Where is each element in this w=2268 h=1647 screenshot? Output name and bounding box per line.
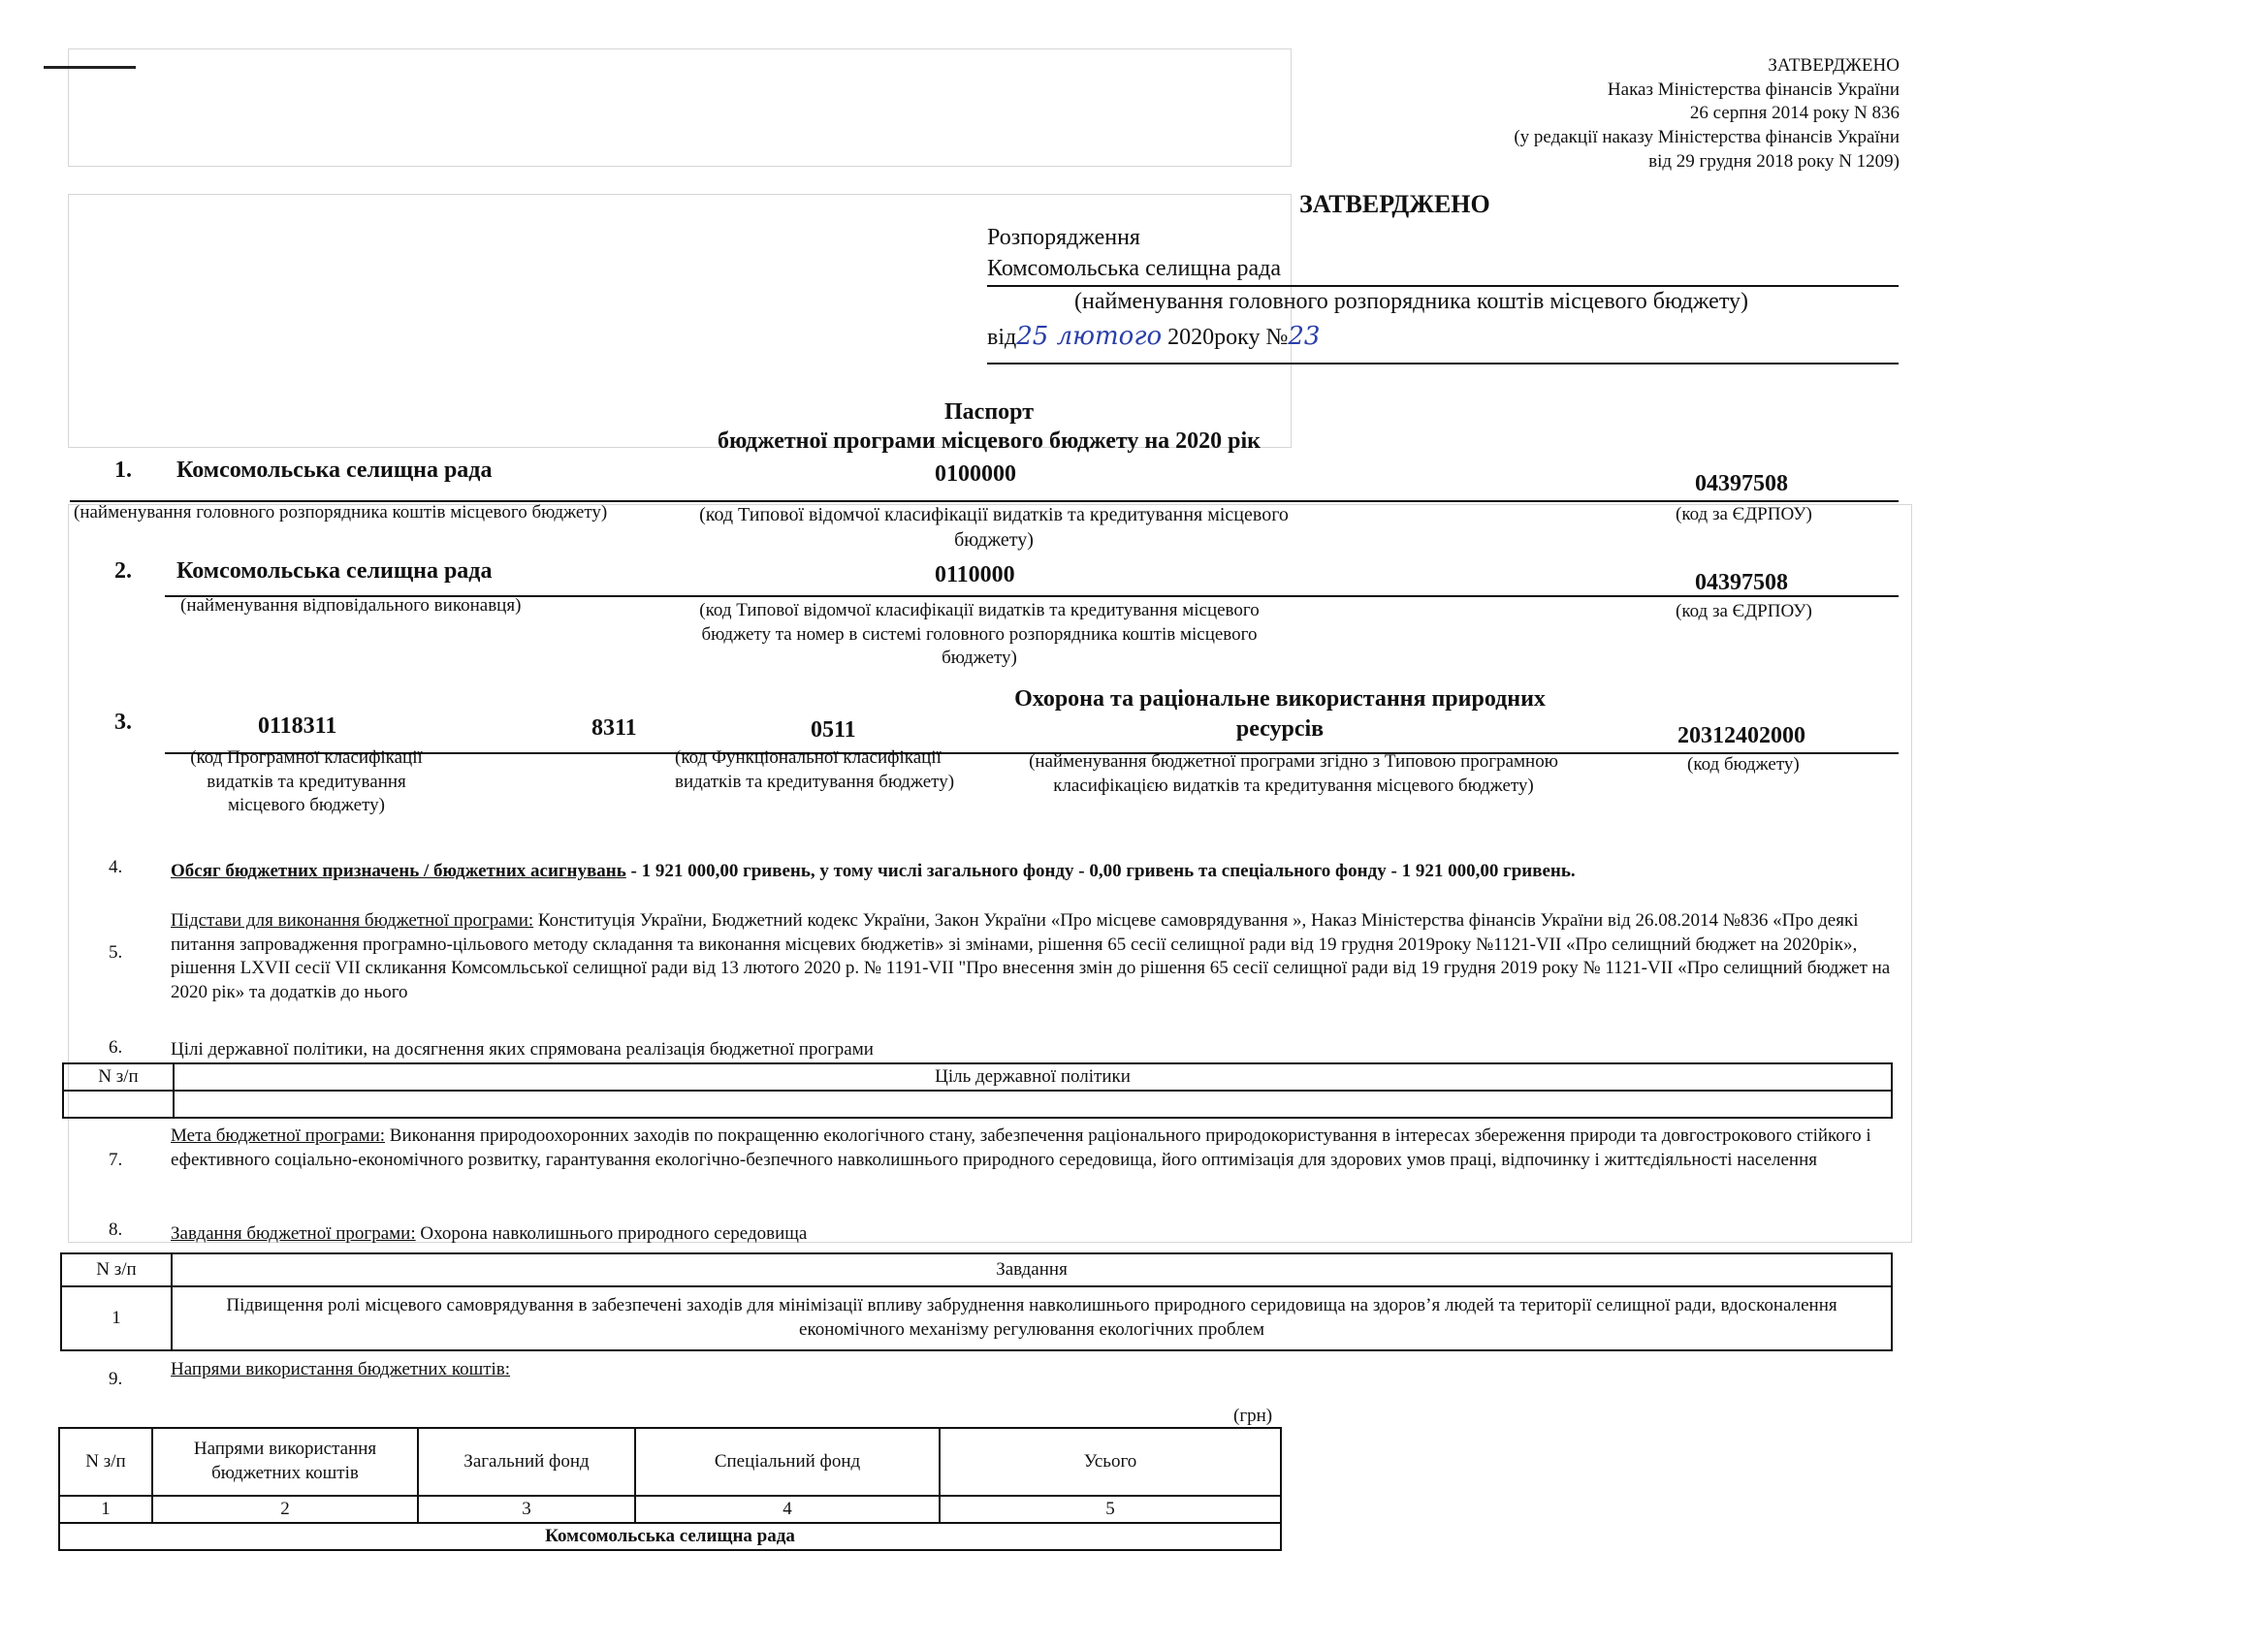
header-cell: Спеціальний фонд (635, 1428, 940, 1496)
unit-label: (грн) (1233, 1406, 1273, 1426)
section5-text (171, 909, 1897, 1005)
section1-edrpou: 04397508 (1695, 471, 1788, 496)
table-cell: 2 (152, 1496, 418, 1523)
section1-code: 0100000 (935, 461, 1016, 487)
approval-top-line: від 29 грудня 2018 року N 1209) (1648, 150, 1900, 172)
divider (987, 363, 1899, 364)
document-title: Паспорт (944, 399, 1034, 425)
table-row (59, 1523, 1281, 1550)
table-cell (174, 1091, 1892, 1118)
table-cell: 1 (59, 1496, 152, 1523)
budget-code: 20312402000 (1677, 723, 1805, 748)
approval-date (987, 322, 1320, 351)
approval-top-line: Наказ Міністерства фінансів України (1607, 79, 1900, 100)
policy-goals-table (62, 1062, 1893, 1119)
section-number: 2. (114, 558, 132, 584)
section8-text (171, 1223, 807, 1245)
section4-text (171, 861, 1906, 882)
section-number: 4. (109, 857, 123, 877)
section-label: Підстави для виконання бюджетної програми: (171, 910, 534, 931)
table-cell: 4 (635, 1496, 940, 1523)
section-number: 8. (109, 1219, 123, 1240)
caption: (код Типової відомчої класифікації видатків та кредитування місцевого бюджету та номер в системі головного розпорядника коштів місцевого бюджету) (699, 600, 1260, 669)
section2-code: 0110000 (935, 562, 1015, 587)
section-number: 9. (109, 1369, 123, 1389)
caption: (код Програмної класифікації видатків та кредитування місцевого бюджету) (190, 747, 423, 816)
table-cell: 5 (940, 1496, 1281, 1523)
section-number: 5. (109, 942, 123, 963)
section5-value: Конституція України, Бюджетний кодекс України, Закон України «Про місцеве самоврядування », Наказ Міністерства фінансів України від 26.08.2014 №836 «Про деякі питання запровадження програмно-цільового методу складання та виконання місцевих бюджетів» зі змінами, рішення 65 сесії селищної ради від 19 грудня 2019року №1121-VII «Про селищний бюджет на 2020рік», рішення LXVII сесії VII скликання Комсомльської селищної ради від 13 лютого 2020 р. № 1191-VII "Про внесення змін до рішення 65 сесії селищної ради від 19 грудня 2019 року № 1121-VII «Про селищний бюджет на 2020 рік» та додатків до нього (171, 910, 1891, 1003)
header-cell: Загальний фонд (418, 1428, 635, 1496)
divider (987, 285, 1899, 287)
section-number: 1. (114, 458, 132, 483)
section-number: 3. (114, 710, 132, 735)
program-code: 0118311 (258, 713, 337, 739)
caption: (код бюджету) (1687, 754, 1800, 775)
section7-value: Виконання природоохоронних заходів по покращенню екологічного стану, забезпечення раціонального природокористування в інтересах збереження природи та довгострокового стійкого і ефективного соціально-економічного розвитку, гарантування екологічно-безпечного навколишнього природного середовища, його оптимізація для здорових умов праці, відпочинку і життєдіяльності населення (171, 1125, 1871, 1170)
section2-edrpou: 04397508 (1695, 570, 1788, 595)
section4-value: - 1 921 000,00 гривень, у тому числі загального фонду - 0,00 гривень та спеціального фонду - 1 921 000,00 гривень. (625, 861, 1576, 881)
section9-label: Напрями використання бюджетних коштів: (171, 1359, 511, 1379)
section-number: 7. (109, 1150, 123, 1170)
section-label: Мета бюджетної програми: (171, 1125, 386, 1146)
document-subtitle: бюджетної програми місцевого бюджету на 2020 рік (718, 428, 1261, 454)
approval-top-line: (у редакції наказу Міністерства фінансів України (1514, 127, 1900, 148)
table-row (59, 1496, 1281, 1523)
table-row (59, 1428, 1281, 1496)
section8-value: Охорона навколишнього природного середовища (415, 1223, 808, 1244)
date-prefix: від (987, 325, 1017, 350)
approval-top-line: 26 серпня 2014 року N 836 (1689, 103, 1900, 124)
section-number: 6. (109, 1037, 123, 1058)
approval-top-line: ЗАТВЕРДЖЕНО (1768, 55, 1900, 76)
caption: (код за ЄДРПОУ) (1676, 601, 1812, 621)
approval-line: Розпорядження (987, 225, 1140, 250)
date-suffix: 2020року № (1167, 325, 1289, 350)
tasks-table (60, 1252, 1893, 1351)
header-cell: N з/п (59, 1428, 152, 1496)
caption: (код Функціональної класифікації видатків та кредитування бюджету) (675, 747, 955, 792)
section2-name: Комсомольська селищна рада (176, 558, 493, 584)
caption: (найменування бюджетної програми згідно з Типовою програмною класифікацією видатків та кредитування місцевого бюджету) (1029, 751, 1558, 796)
table-row (61, 1253, 1892, 1286)
handwritten-date: 25 лютого (1016, 322, 1163, 351)
header-cell: Завдання (172, 1253, 1892, 1286)
typical-code: 8311 (591, 715, 637, 741)
section-label: Завдання бюджетної програми: (171, 1223, 416, 1244)
header-cell: Ціль державної політики (174, 1063, 1892, 1091)
table-row (61, 1286, 1892, 1350)
section-label: Обсяг бюджетних призначень / бюджетних асигнувань (171, 861, 626, 881)
table-row (63, 1091, 1892, 1118)
approval-caption: (найменування головного розпорядника коштів місцевого бюджету) (1074, 289, 1748, 314)
header-cell: Напрями використання бюджетних коштів (152, 1428, 418, 1496)
header-cell: N з/п (63, 1063, 174, 1091)
table-cell: Підвищення ролі місцевого самоврядування в забезпечені заходів для мінімізації впливу забруднення навколишнього природного серидовища на здоров’я людей та території селищної ради, вдосконалення економічного механізму регулювання екологічних проблем (172, 1286, 1892, 1350)
caption: (найменування головного розпорядника коштів місцевого бюджету) (74, 502, 608, 523)
table-cell: 1 (61, 1286, 172, 1350)
header-cell: N з/п (61, 1253, 172, 1286)
caption: (найменування відповідального виконавця) (180, 595, 522, 616)
approval-top (1318, 54, 1900, 174)
table-cell: 3 (418, 1496, 635, 1523)
section7-text (171, 1124, 1897, 1172)
functional-code: 0511 (811, 717, 856, 743)
section6-text: Цілі державної політики, на досягнення яких спрямована реалізація бюджетної програми (171, 1039, 874, 1060)
handwritten-number: 23 (1288, 322, 1321, 351)
table-row (63, 1063, 1892, 1091)
approval-title: ЗАТВЕРДЖЕНО (1299, 190, 1490, 218)
caption: (код Типової відомчої класифікації видатків та кредитування місцевого бюджету) (699, 504, 1289, 551)
header-cell: Усього (940, 1428, 1281, 1496)
ghost-table (68, 48, 1292, 167)
table-cell (63, 1091, 174, 1118)
budget-directions-table (58, 1427, 1282, 1551)
section1-name: Комсомольська селищна рада (176, 458, 493, 483)
program-name: Охорона та раціональне використання природних ресурсів (1014, 686, 1546, 743)
approval-line: Комсомольська селищна рада (987, 256, 1281, 281)
group-row: Комсомольська селищна рада (59, 1523, 1281, 1550)
scan-mark (44, 66, 136, 69)
caption: (код за ЄДРПОУ) (1676, 504, 1812, 524)
